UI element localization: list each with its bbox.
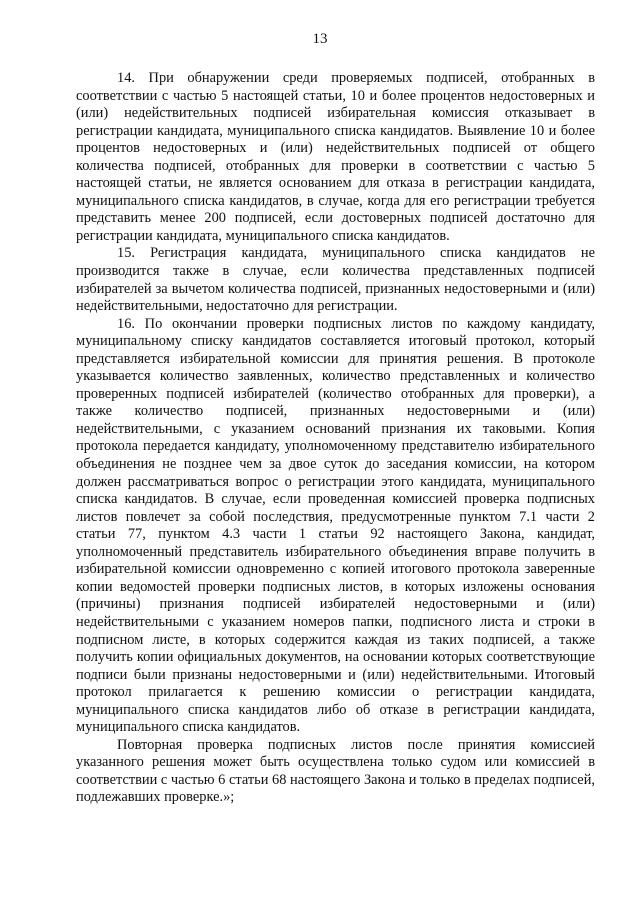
paragraph-repeat-check: Повторная проверка подписных листов после принятия комиссией указанного решения может быть осуществлена только судом или комиссией в соответствии с частью 6 статьи 68 настоящего Закона и только в пределах подписей, подлежавших проверке.»; (76, 736, 595, 806)
paragraph-item-15: 15. Регистрация кандидата, муниципального списка кандидатов не производится также в случае, если количества представленных подписей избирателей за вычетом количества подписей, признанных недостоверными и (или) недействительными, недостаточно для регистрации. (76, 245, 595, 315)
page-number: 13 (312, 31, 328, 47)
document-body (76, 70, 595, 807)
paragraph-item-16: 16. По окончании проверки подписных листов по каждому кандидату, муниципальному списку кандидатов составляется итоговый протокол, который представляется избирательной комиссии для принятия решения. В протоколе указывается количество заявленных, количество представленных и количество проверенных подписей избирателей (количество отобранных для проверки), а также количество подписей, признанных недостоверными и (или) недействительными, с указанием оснований признания их таковыми. Копия протокола передается кандидату, уполномоченному представителю избирательного объединения не позднее чем за двое суток до заседания комиссии, на котором должен рассматриваться вопрос о регистрации этого кандидата, муниципального списка кандидатов. В случае, если проведенная комиссией проверка подписных листов повлечет за собой последствия, предусмотренные пунктом 7.1 части 2 статьи 77, пунктом 4.3 части 1 статьи 92 настоящего Закона, кандидат, уполномоченный представитель избирательного объединения вправе получить в избирательной комиссии одновременно с копией итогового протокола заверенные копии ведомостей проверки подписных листов, в которых изложены основания (причины) признания подписей избирателей недостоверными и (или) недействительными с указанием номеров папки, подписного листа и строки в подписном листе, в которых содержится каждая из таких подписей, а также получить копии официальных документов, на основании которых соответствующие подписи были признаны недостоверными и (или) недействительными. Итоговый протокол прилагается к решению комиссии о регистрации кандидата, муниципального списка кандидатов либо об отказе в регистрации кандидата, муниципального списка кандидатов. (76, 315, 595, 736)
paragraph-item-14: 14. При обнаружении среди проверяемых подписей, отобранных в соответствии с частью 5 настоящей статьи, 10 и более процентов недостоверных и (или) недействительных подписей избирательная комиссия отказывает в регистрации кандидата, муниципального списка кандидатов. Выявление 10 и более процентов недостоверных и (или) недействительных подписей от общего количества подписей, отобранных для проверки в соответствии с частью 5 настоящей статьи, не является основанием для отказа в регистрации кандидата, муниципального списка кандидатов, в случае, когда для его регистрации требуется представить менее 200 подписей, если достоверных подписей достаточно для регистрации кандидата, муниципального списка кандидатов. (76, 70, 595, 244)
